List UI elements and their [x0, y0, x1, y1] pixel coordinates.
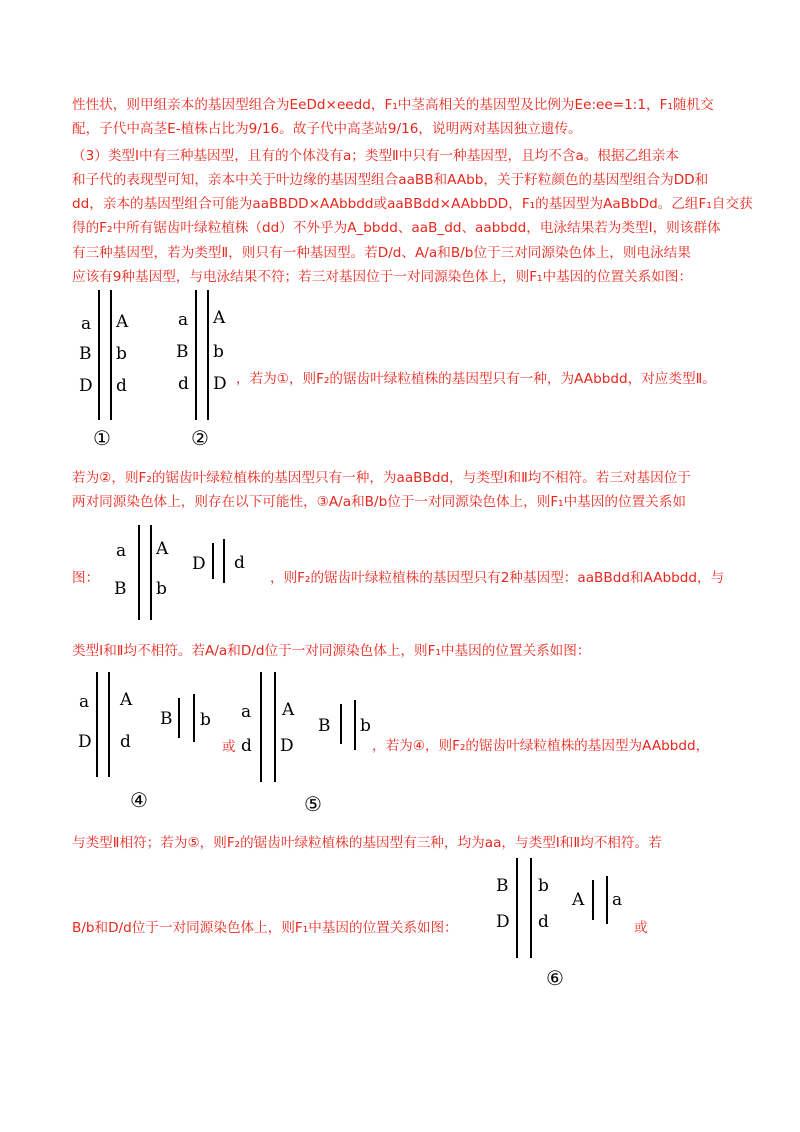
- figure-number: ②: [191, 426, 209, 450]
- allele-label: D: [192, 554, 206, 574]
- allele-label: A: [120, 690, 133, 710]
- allele-label: a: [116, 541, 127, 561]
- or-text: 或: [634, 920, 648, 936]
- allele-label: b: [156, 579, 167, 599]
- allele-label: d: [178, 374, 189, 394]
- chromosome-figure-1: [76, 290, 146, 455]
- text-line: 得的F₂中所有锯齿叶绿粒植株（dd）不外乎为A_bbdd、aaB_dd、aabbdd，电泳结果若为类型Ⅰ，则该群体: [72, 220, 721, 236]
- allele-label: D: [78, 732, 92, 752]
- allele-label: A: [572, 890, 585, 910]
- figure-number: ⑤: [304, 792, 322, 816]
- allele-label: B: [318, 716, 331, 736]
- text-line: 类型Ⅰ和Ⅱ均不相符。若A/a和D/d位于一对同源染色体上，则F₁中基因的位置关系如图：: [72, 643, 591, 659]
- allele-label: b: [538, 876, 549, 896]
- allele-label: D: [280, 736, 294, 756]
- allele-label: A: [116, 312, 129, 332]
- figure-number: ①: [93, 426, 111, 450]
- text-line: 配，子代中高茎E-植株占比为9/16。故子代中高茎站9/16，说明两对基因独立遗传。: [72, 121, 582, 137]
- figure-number: ⑥: [546, 966, 564, 990]
- text-line: dd，亲本的基因型组合可能为aaBBDD×AAbbdd或aaBBdd×AAbbDD，F₁的基因型为AaBbDd。乙组F₁自交获: [72, 196, 753, 212]
- figure-caption: ，则F₂的锯齿叶绿粒植株的基因型只有2种基因型：aaBBdd和AAbbdd，与: [270, 570, 725, 586]
- allele-label: A: [213, 308, 226, 328]
- or-text: 或: [222, 739, 236, 755]
- text-line: 有三种基因型，若为类型Ⅱ，则只有一种基因型。若D/d、A/a和B/b位于三对同源染色体上，则电泳结果: [72, 245, 691, 261]
- allele-label: D: [496, 912, 510, 932]
- text-line: 和子代的表现型可知，亲本中关于叶边缘的基因型组合aaBB和AAbb，关于籽粒颜色的基因型组合为DD和: [72, 172, 709, 188]
- allele-label: D: [79, 376, 93, 396]
- text-line: 性性状，则甲组亲本的基因型组合为EeDd×eedd，F₁中茎高相关的基因型及比例为Ee:ee=1:1，F₁随机交: [72, 97, 714, 113]
- allele-label: B: [114, 579, 127, 599]
- allele-label: d: [116, 376, 127, 396]
- allele-label: d: [241, 736, 252, 756]
- allele-label: a: [81, 314, 92, 334]
- figure-caption: ，若为①，则F₂的锯齿叶绿粒植株的基因型只有一种，为AAbbdd，对应类型Ⅱ。: [236, 371, 716, 387]
- allele-label: D: [213, 374, 227, 394]
- allele-label: B: [496, 876, 509, 896]
- allele-label: a: [178, 310, 189, 330]
- allele-label: b: [360, 716, 371, 736]
- text-line: （3）类型Ⅰ中有三种基因型，且有的个体没有a；类型Ⅱ中只有一种基因型，且均不含a。根据乙组亲本: [72, 148, 679, 164]
- allele-label: d: [120, 732, 131, 752]
- allele-label: B: [79, 344, 92, 364]
- text-line: 与类型Ⅱ相符；若为⑤，则F₂的锯齿叶绿粒植株的基因型有三种，均为aa，与类型Ⅰ和Ⅱ均不相符。若: [72, 835, 662, 851]
- allele-label: b: [213, 342, 224, 362]
- figure-number: ④: [130, 788, 148, 812]
- chromosome-figure-2: [173, 290, 243, 455]
- allele-label: B: [160, 709, 173, 729]
- allele-label: a: [241, 702, 252, 722]
- figure-caption: ，若为④，则F₂的锯齿叶绿粒植株的基因型为AAbbdd，: [372, 738, 710, 754]
- allele-label: a: [79, 692, 90, 712]
- text-line: 两对同源染色体上，则存在以下可能性，③A/a和B/b位于一对同源染色体上，则F₁中基因的位置关系如: [72, 494, 686, 510]
- chromosome-figure-6: [494, 858, 654, 998]
- allele-label: b: [200, 710, 211, 730]
- text-line: 应该有9种基因型，与电泳结果不符；若三对基因位于一对同源染色体上，则F₁中基因的位置关系如图：: [72, 269, 693, 285]
- figure-caption: 图：: [72, 570, 100, 586]
- chromosome-figure-3: [108, 525, 268, 625]
- allele-label: A: [156, 539, 169, 559]
- allele-label: A: [282, 700, 295, 720]
- figure-caption: B/b和D/d位于一对同源染色体上，则F₁中基因的位置关系如图：: [72, 920, 458, 936]
- chromosome-figure-5: [238, 672, 388, 822]
- text-line: 若为②，则F₂的锯齿叶绿粒植株的基因型只有一种，为aaBBdd，与类型Ⅰ和Ⅱ均不相符。若三对基因位于: [72, 470, 691, 486]
- allele-label: b: [116, 344, 127, 364]
- allele-label: B: [176, 342, 189, 362]
- allele-label: d: [234, 553, 245, 573]
- chromosome-figure-4: [76, 672, 226, 822]
- allele-label: a: [612, 890, 623, 910]
- allele-label: d: [538, 912, 549, 932]
